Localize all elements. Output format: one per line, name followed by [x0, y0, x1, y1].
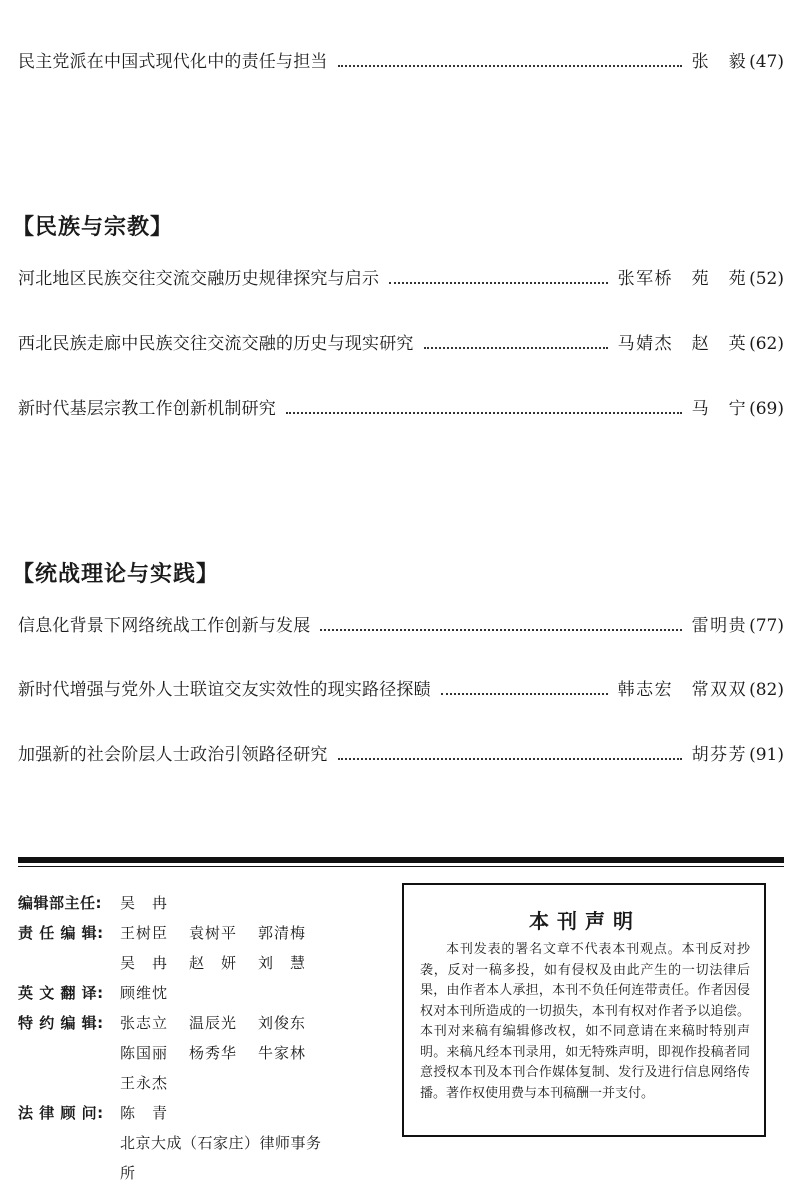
entry-title: 加强新的社会阶层人士政治引领路径研究 — [18, 745, 328, 765]
notice-body: 本刊发表的署名文章不代表本刊观点。本刊反对抄袭，反对一稿多投，如有侵权及由此产生的一切法律后果，由作者本人承担，本刊不负任何连带责任。作者因侵权对本刊所造成的一切损失，本刊有权对作者予以追偿。本刊对来稿有编辑修改权，如不同意请在来稿时特别声明。来稿凡经本刊录用，如无特殊声明，即视作投稿者同意授权本刊及本刊合作媒体复制、发行及进行信息网络传播。著作权使用费与本刊稿酬一并支付。 — [420, 942, 750, 1101]
staff-label: 编辑部主任: — [18, 894, 102, 912]
entry-page: (52) — [749, 269, 784, 289]
toc-entry[interactable] — [18, 266, 784, 292]
entry-authors: 胡芬芳 — [691, 745, 748, 765]
staff-row-chief — [18, 888, 388, 918]
staff-names — [120, 1098, 388, 1188]
divider-thin — [18, 866, 784, 867]
entry-page: (47) — [749, 52, 784, 72]
editorial-staff — [18, 888, 388, 1188]
toc-entry[interactable] — [18, 613, 784, 639]
staff-name: 刘俊东 — [258, 1014, 307, 1032]
dot-leader — [286, 411, 682, 414]
dot-leader — [441, 692, 608, 695]
staff-name: 陈 青 — [120, 1104, 169, 1122]
staff-names — [120, 888, 388, 918]
entry-title: 民主党派在中国式现代化中的责任与担当 — [18, 52, 328, 72]
staff-row-editors — [18, 918, 388, 978]
section-heading-united-front: 【统战理论与实践】 — [12, 562, 220, 587]
entry-page: (77) — [749, 616, 784, 636]
staff-label: 英 文 翻 译: — [18, 984, 104, 1002]
staff-label: 特 约 编 辑: — [18, 1014, 104, 1032]
staff-name: 陈国丽 — [120, 1044, 169, 1062]
toc-entry[interactable] — [18, 49, 784, 75]
staff-name: 王树臣 — [120, 924, 169, 942]
staff-name: 袁树平 — [189, 924, 238, 942]
entry-title: 新时代增强与党外人士联谊交友实效性的现实路径探赜 — [18, 680, 431, 700]
section-heading-ethnicity-religion: 【民族与宗教】 — [12, 215, 174, 240]
entry-authors: 马 宁 — [691, 399, 748, 419]
staff-name: 杨秀华 — [189, 1044, 238, 1062]
staff-name: 赵 妍 — [189, 954, 238, 972]
staff-name: 王永杰 — [120, 1074, 169, 1092]
entry-title: 新时代基层宗教工作创新机制研究 — [18, 399, 276, 419]
divider-thick — [18, 857, 784, 863]
entry-page: (82) — [749, 680, 784, 700]
dot-leader — [424, 346, 608, 349]
staff-label: 法 律 顾 问: — [18, 1104, 104, 1122]
journal-notice-box — [402, 883, 766, 1137]
staff-name: 郭清梅 — [258, 924, 307, 942]
dot-leader — [389, 281, 607, 284]
dot-leader — [320, 628, 681, 631]
entry-title: 信息化背景下网络统战工作创新与发展 — [18, 616, 311, 636]
staff-label: 责 任 编 辑: — [18, 924, 104, 942]
entry-page: (69) — [749, 399, 784, 419]
toc-entry[interactable] — [18, 677, 784, 703]
staff-name: 北京大成（石家庄）律师事务所 — [120, 1134, 322, 1182]
staff-name: 张志立 — [120, 1014, 169, 1032]
dot-leader — [338, 757, 682, 760]
staff-names — [120, 1008, 388, 1098]
staff-row-legal — [18, 1098, 388, 1188]
staff-row-translator — [18, 978, 388, 1008]
toc-entry[interactable] — [18, 742, 784, 768]
entry-page: (62) — [749, 334, 784, 354]
staff-name: 温辰光 — [189, 1014, 238, 1032]
entry-title: 西北民族走廊中民族交往交流交融的历史与现实研究 — [18, 334, 414, 354]
entry-authors: 雷明贵 — [691, 616, 748, 636]
entry-authors: 韩志宏 常双双 — [617, 680, 748, 700]
entry-page: (91) — [749, 745, 784, 765]
notice-title: 本刊声明 — [529, 909, 641, 933]
staff-names — [120, 918, 388, 978]
dot-leader — [338, 64, 682, 67]
entry-authors: 张军桥 苑 苑 — [617, 269, 748, 289]
entry-title: 河北地区民族交往交流交融历史规律探究与启示 — [18, 269, 380, 289]
staff-name: 刘 慧 — [258, 954, 307, 972]
staff-name: 顾维忱 — [120, 984, 169, 1002]
staff-names — [120, 978, 388, 1008]
toc-entry[interactable] — [18, 396, 784, 422]
staff-name: 牛家林 — [258, 1044, 307, 1062]
toc-entry[interactable] — [18, 331, 784, 357]
entry-authors: 马婧杰 赵 英 — [617, 334, 748, 354]
staff-name: 吴 冉 — [120, 894, 169, 912]
entry-authors: 张 毅 — [691, 52, 748, 72]
staff-name: 吴 冉 — [120, 954, 169, 972]
staff-row-special-editors — [18, 1008, 388, 1098]
